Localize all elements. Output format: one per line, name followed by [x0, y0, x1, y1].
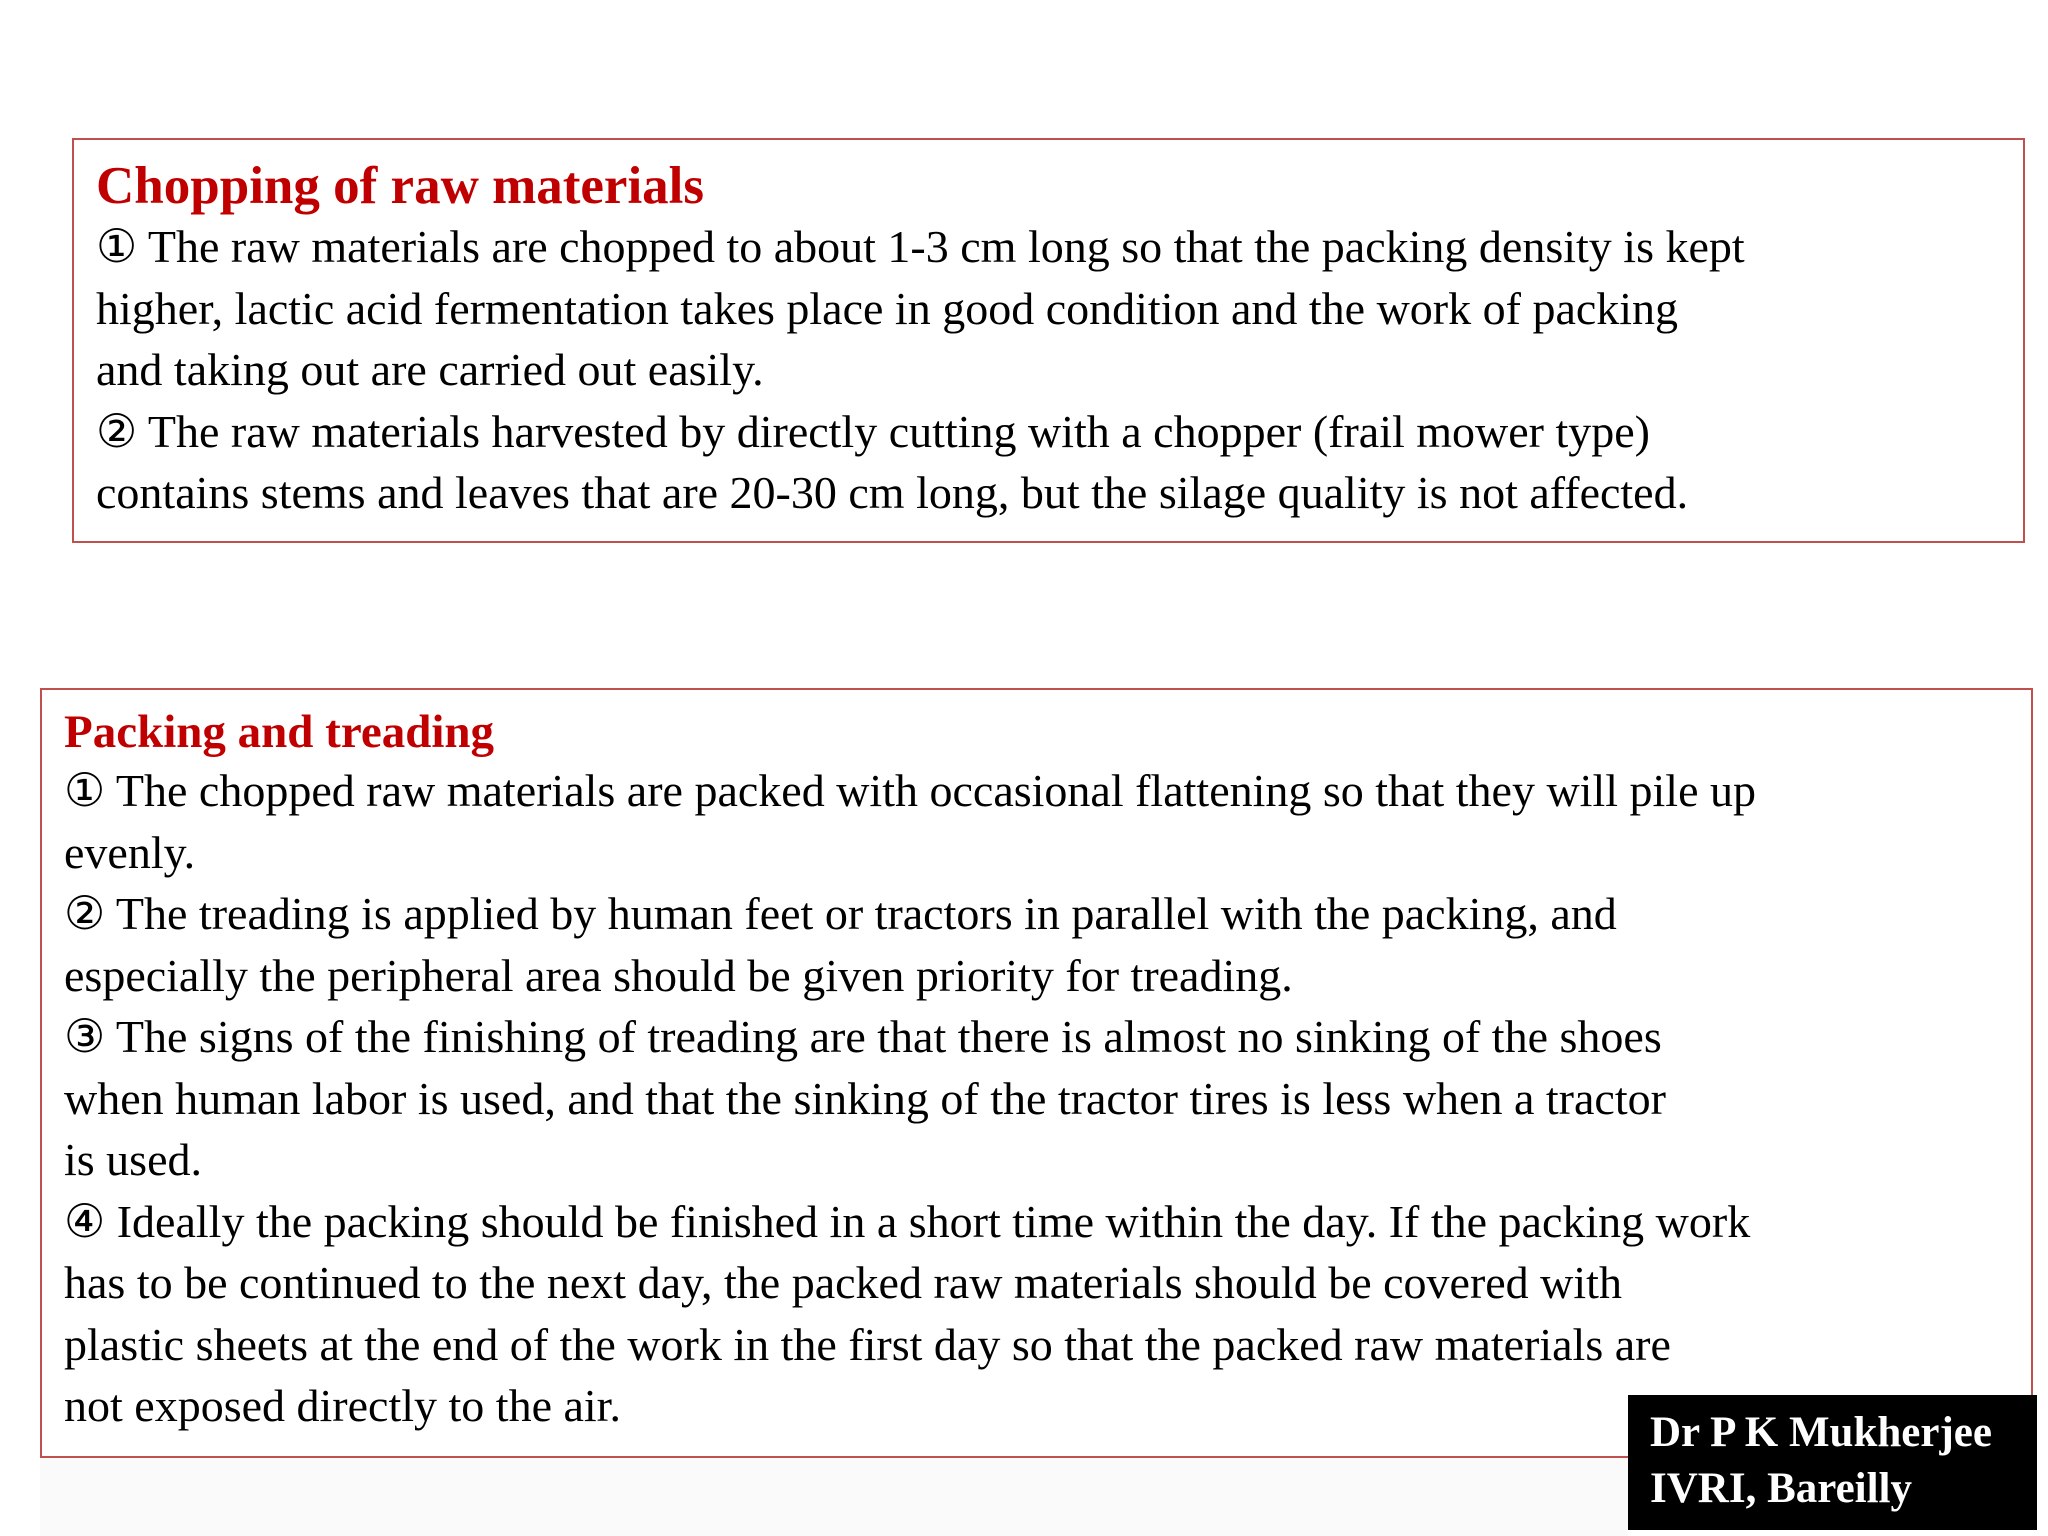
packing-line: is used. [64, 1134, 202, 1185]
packing-line: when human labor is used, and that the sinking of the tractor tires is less when a tractor [64, 1072, 1666, 1124]
author-name: Dr P K Mukherjee [1650, 1409, 1992, 1456]
chopping-line: higher, lactic acid fermentation takes place in good condition and the work of packing [96, 282, 1679, 334]
packing-line: ② The treading is applied by human feet or tractors in parallel with the packing, and [64, 888, 1617, 939]
chopping-section [72, 138, 2025, 543]
packing-line: ① The chopped raw materials are packed with occasional flattening so that they will pile up [64, 765, 1757, 816]
packing-line: especially the peripheral area should be given priority for treading. [64, 949, 1293, 1001]
chopping-line: ② The raw materials harvested by directly cutting with a chopper (frail mower type) [96, 405, 1651, 457]
packing-line: ③ The signs of the finishing of treading are that there is almost no sinking of the shoes [64, 1011, 1662, 1062]
packing-line: evenly. [64, 826, 196, 878]
packing-line: plastic sheets at the end of the work in the first day so that the packed raw materials are [64, 1318, 1671, 1370]
packing-line: ④ Ideally the packing should be finished in a short time within the day. If the packing work [64, 1195, 1751, 1247]
packing-section [40, 688, 2033, 1458]
chopping-line: contains stems and leaves that are 20-30 cm long, but the silage quality is not affected. [96, 467, 1689, 518]
packing-line: has to be continued to the next day, the packed raw materials should be covered with [64, 1257, 1622, 1308]
chopping-line: ① The raw materials are chopped to about 1-3 cm long so that the packing density is kept [96, 221, 1745, 272]
author-credit-badge [1628, 1395, 2037, 1530]
chopping-line: and taking out are carried out easily. [96, 344, 764, 395]
author-institute: IVRI, Bareilly [1650, 1465, 1912, 1512]
packing-heading: Packing and treading [64, 706, 495, 758]
packing-line: not exposed directly to the air. [64, 1380, 621, 1431]
footer-strip [40, 1458, 1628, 1536]
chopping-heading: Chopping of raw materials [96, 157, 705, 215]
